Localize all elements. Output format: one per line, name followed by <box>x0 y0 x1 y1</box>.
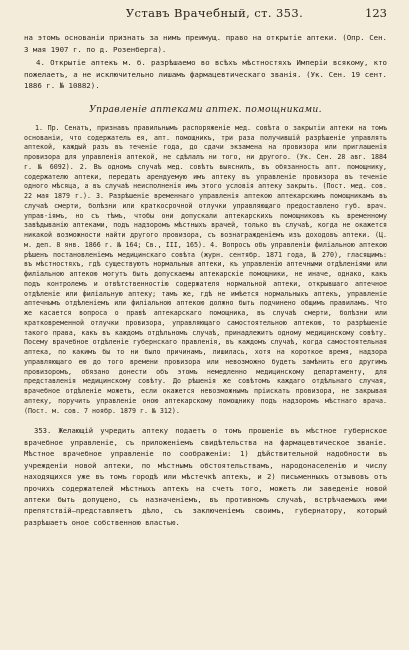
article-353 <box>24 425 387 528</box>
main-commentary <box>24 124 387 417</box>
note-4-paragraph <box>24 57 387 92</box>
page-number: 123 <box>365 6 387 20</box>
note-4-text: 4. Открытіе аптекъ м. б. разрѣшаемо во всѣхъ мѣстностяхъ Имперіи всякому, кто пожелаетъ, а не исключительно лишамъ фармацевтическаго званія. (Ук. Сен. 19 сент. 1886 г. № 10882). <box>24 58 387 91</box>
intro-paragraph <box>24 32 387 55</box>
intro-paragraph-text: на этомъ основаніи признать за нимъ преимущ. право на открытіе аптеки. (Опр. Сен. 3 мая 1907 г. по д. Розенберга). <box>24 33 387 54</box>
page-header <box>24 0 387 26</box>
main-commentary-text: 1. Пр. Сенатъ, признавъ правильнымъ распоряженіе мед. совѣта о закрытіи аптеки на томъ основаніи, что содержатель ея, апт. помощникъ, три раза получившій разрѣшеніе управлять аптекой, каждый разъ въ теченіе года, до сдачи экзамена на провизора или приглашенія провизора для управленія аптекой, не сдѣлалъ ни того, ни другого. (Ук. Сен. 28 авг. 1884 г. № 6092). 2. Въ одномъ случаѣ мед. совѣтъ выяснилъ, въ обязанность апт. помощнику, содержателю аптеки, передать арендуемую имъ аптеку въ управленіе провизора въ теченіе одного мѣсяца, а въ случаѣ неисполненія имъ этого условія аптеку закрыть. (Пост. мед. сов. 22 мая 1879 г.). 3. Разрѣшеніе временнаго управленія аптекою аптекарскимъ помощникамъ въ случаѣ смерти, болѣзни или краткосрочной отлучки управляющаго предоставлено губ. врач. управ-іямъ, но съ тѣмъ, чтобы они допускали аптекарскихъ помощниковъ къ временному завѣдыванію аптеками, подъ надзоромъ мѣстныхъ врачей, только въ случаѣ, когда не окажется никакой возможности найти другого провизора, съ вознагражденіемъ изъ доходовъ аптеки. (Ц. м. деп. 8 янв. 1866 г. № 164; Св., III, 165). 4. Вопросъ объ управленіи филіальною аптекою рѣшенъ постановленіемъ медицинскаго совѣта (журн. сентябр. 1871 года, № 270), гласящимъ: въ мѣстностяхъ, гдѣ существуютъ нормальныя аптеки, къ управленію аптечными отдѣленіями или филіальною аптекою могутъ быть допускаемы аптекарскіе помощники, не иначе, однако, какъ подъ контролемъ и отвѣтственностію содержателя нормальной аптеки, открывшаго аптечное отдѣленіе или филіальную аптеку; тамъ же, гдѣ не имѣется нормальныхъ аптекъ, управленіе аптечнымъ отдѣленіемъ или филіальною аптекою должно быть подчинено общимъ правиламъ. Что же касается вопроса о правѣ аптекарскаго помощника, въ случаѣ смерти, болѣзни или кратковременной отлучки провизора, управляющаго самостоятельною аптекою, то разрѣшеніе такого права, какъ въ каждомъ отдѣльномъ случаѣ, принадлежитъ одному медицинскому совѣту. Посему врачебное отдѣленіе губернскаго правленія, въ каждомъ случаѣ, когда самостоятельная аптека, по какимъ бы то ни было причинамъ, лишилась, хотя на короткое время, надзора управляющаго ею до того времени провизора или невозможно будетъ замѣнить его другимъ провизоромъ, обязано донести объ этомъ немедленно медицинскому департаменту, для представленія медицинскому совѣту. До рѣшенія же совѣтомъ каждаго отдѣльнаго случая, врачебное отдѣленіе можетъ, если окажется невозможнымъ пріискать провизора, не закрывая аптеку, поручить управленіе оною аптекарскому помощнику подъ надзоромъ мѣстнаго врача. (Пост. м. сов. 7 ноябр. 1879 г. № 312). <box>24 123 387 415</box>
article-353-text: 353. Желающій учредить аптеку подаетъ о томъ прошеніе въ мѣстное губернское врачебное управленіе, съ приложеніемъ свидѣтельства на фармацевтическое званіе. Мѣстное врачебное управленіе по соображеніи: 1) дѣйствительной надобности въ учрежденіи новой аптеки, по мѣстнымъ обстоятельствамъ, народонаселенію и числу находящихся уже въ томъ городѣ или мѣстечкѣ аптекъ, и 2) письменныхъ отзывовъ отъ прочихъ содержателей мѣстныхъ аптекъ на счетъ того, можетъ ли заведеніе новой аптеки быть допущено, съ назначеніемъ, въ противномъ случаѣ, встрѣчаемыхъ ими препятствій—представляетъ дѣло, съ заключеніемъ своимъ, губернатору, который разрѣшаетъ оное собственною властью. <box>24 426 387 527</box>
section-heading: Управленіе аптеками аптек. помощниками. <box>89 103 322 115</box>
running-title: Уставъ Врачебный, ст. 353. <box>125 6 304 20</box>
